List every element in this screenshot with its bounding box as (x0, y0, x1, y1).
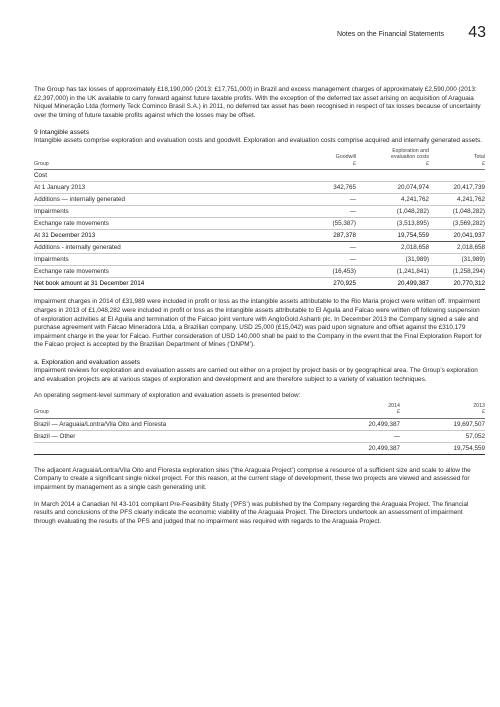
table-row: Brazil — Araguaia/Lontra/Vila Oito and Floresta 20,499,387 19,697,507 (34, 418, 485, 430)
col-header-2013: 2013 £ (400, 403, 485, 419)
table-header (34, 403, 485, 419)
cgu-paragraph: The adjacent Araguaia/Lontra/Vila Oito and Floresta exploration sites (‘the Araguaia Project’) comprise a resource of a sufficient size and scale to allow the Company to create a significant single nickel project. For this reason, at the current stage of development, these two projects are viewed and assessed for impairment by management as a single cash generating unit. (34, 466, 471, 491)
table-row: Additions — internally generated — 4,241,762 4,241,762 (34, 194, 485, 206)
table-row: Impairments — (31,989) (31,989) (34, 254, 485, 266)
table-row: Impairments — (1,048,282) (1,048,282) (34, 206, 485, 218)
table-row-net-book: Net book amount at 31 December 2014 270,925 20,499,387 20,770,312 (34, 278, 485, 290)
summary-intro: An operating segment-level summary of exploration and evaluation assets is presented below: (34, 392, 301, 400)
table-row-total: 20,499,387 19,754,559 (34, 442, 485, 454)
col-header-2014: 2014 £ (334, 403, 400, 419)
table-row: Cost (34, 170, 485, 182)
col-header-goodwill: Goodwill £ (284, 148, 356, 170)
col-header-total: Total £ (429, 148, 485, 170)
col-header-group: Group (34, 403, 334, 419)
header-title: Notes on the Financial Statements (336, 31, 444, 38)
impairment-reviews-paragraph: Impairment reviews for exploration and evaluation assets are carried out either on a project by project basis or by geographical area. The Group’s exploration and evaluation projects are at various stages of exploration and development and are therefore subject to a variety of valuation techniques. (34, 367, 478, 383)
table-row: Brazil — Other — 57,052 (34, 430, 485, 442)
table-row: Additions - internally generated — 2,018,658 2,018,658 (34, 242, 485, 254)
table-row: Exchange rate movements (16,453) (1,241,841) (1,258,294) (34, 266, 485, 278)
table-row: At 1 January 2013 342,765 20,074,974 20,417,739 (34, 182, 485, 194)
col-header-group: Group (34, 148, 284, 170)
impairment-paragraph: Impairment charges in 2014 of £31,989 were included in profit or loss as the intangible assets attributable to the Rio Maria project were written off. Impairment charges in 2013 of £1,048,282 were included in profit or loss as the intangible assets attributable to El Aguila and Falcao were written off following suspension of exploration activities at El Aguila and termination of the Falcao joint venture with AngloGold Ashanti plc. In December 2013 the Company signed a sale and purchase agreement with Falcao Mineradora Ltda, a Brazilian company. USD 25,000 (£15,042) was paid upon signature and offset against the £310,179 impairment charge in the year for Falcao. Further consideration of USD 140,000 shall be paid to the Company in the event that the Final Exploration Report for the Falcao project is accepted by the Brazilian Department of Mines (‘DNPM’). (34, 298, 482, 349)
col-header-exploration: Exploration and evaluation costs £ (356, 148, 429, 170)
intangible-assets-table (34, 148, 485, 291)
page-content (34, 86, 485, 534)
page-number: 43 (468, 24, 486, 41)
pfs-paragraph: In March 2014 a Canadian NI 43-101 compliant Pre-Feasibility Study (‘PFS’) was published by the Company regarding the Araguaia Project. The financial results and conclusions of the PFS clearly indicate the economic viability of the Araguaia Project. The Directors undertook an assessment of impairment through evaluating the results of the PFS and judged that no impairment was required with regards to the Araguaia Project. (34, 500, 469, 525)
table-row: Exchange rate movements (55,387) (3,513,895) (3,569,282) (34, 218, 485, 230)
table-header (34, 148, 485, 170)
table-row-subtotal: At 31 December 2013 287,378 19,754,559 20,041,937 (34, 230, 485, 242)
section-heading-exploration-assets: a. Exploration and evaluation assets (34, 359, 140, 367)
segment-summary-table (34, 403, 485, 455)
intangible-assets-intro: Intangible assets comprise exploration and evaluation costs and goodwill. Exploration and evaluation costs comprise acquired and internally generated assets. (34, 137, 482, 145)
tax-losses-paragraph: The Group has tax losses of approximately £18,190,000 (2013: £17,751,000) in Brazil and excess management charges of approximately £2,590,000 (2013: £2,397,000) in the UK available to carry forward against future taxable profits. With the exception of the deferred tax asset arising on acquisition of Araguaia Níquel Mineração Ltda (formerly Teck Cominco Brasil S.A.) in 2011, no deferred tax asset has been recognised in respect of tax losses because of uncertainty over the timing of future taxable profits against which the losses may be offset. (34, 86, 481, 119)
section-heading-intangible-assets: 9 Intangible assets (34, 129, 89, 137)
